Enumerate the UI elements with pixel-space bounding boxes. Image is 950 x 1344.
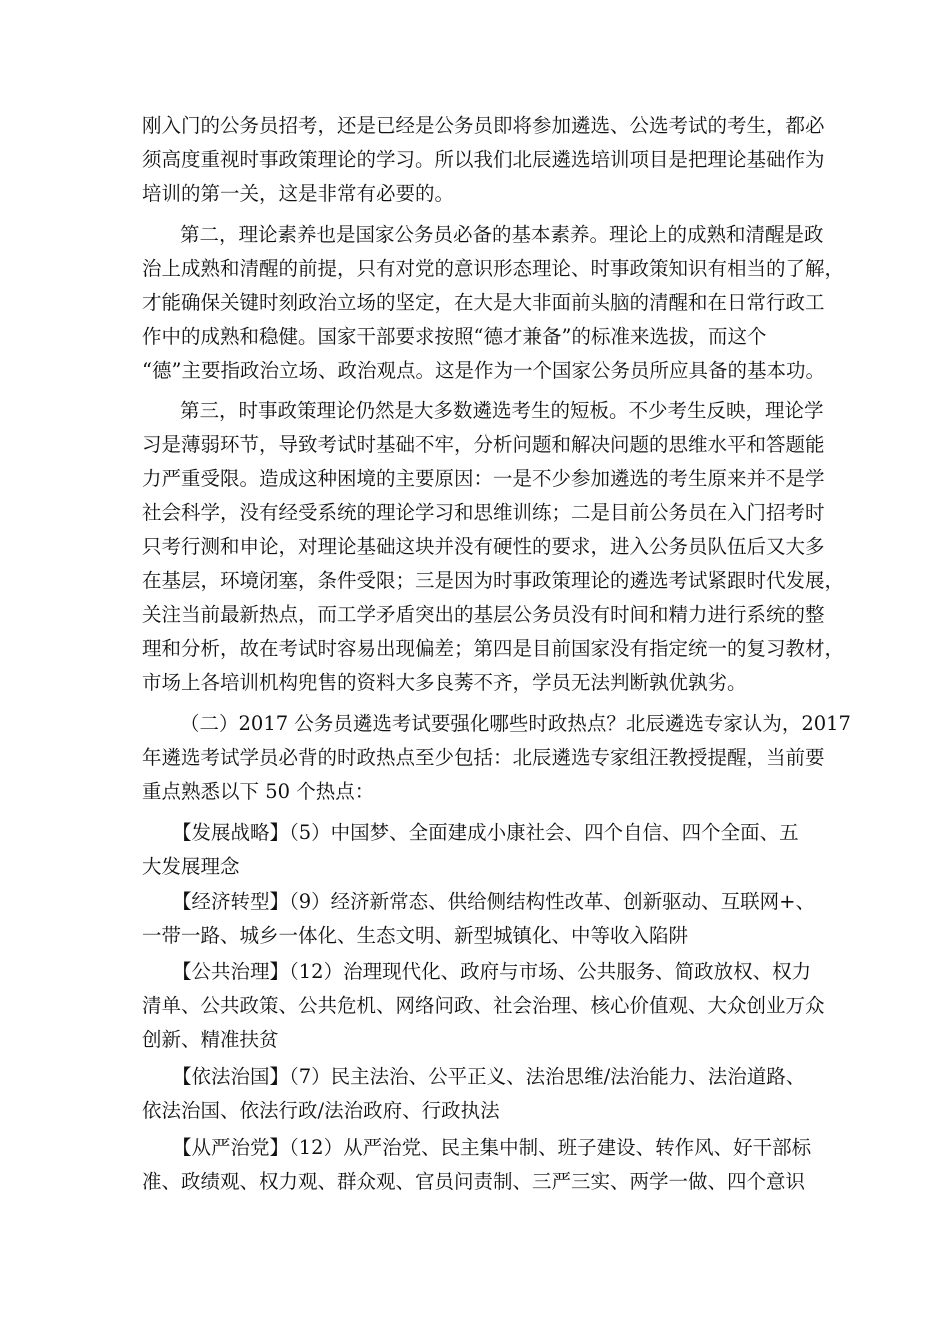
- text-line: 大发展理念: [142, 855, 240, 878]
- text-line: 依法治国、依法行政/法治政府、行政执法: [142, 1099, 500, 1122]
- text-line: 社会科学，没有经受系统的理论学习和思维训练；二是目前公务员在入门招考时: [142, 501, 825, 524]
- hotspot-heading-line: 【经济转型】（9）经济新常态、供给侧结构性改革、创新驱动、互联网+、: [172, 890, 815, 913]
- text-line: 才能确保关键时刻政治立场的坚定，在大是大非面前头脑的清醒和在日常行政工: [142, 291, 825, 314]
- text-line: 准、政绩观、权力观、群众观、官员问责制、三严三实、两学一做、四个意识: [142, 1170, 806, 1193]
- text-line: 市场上各培训机构兜售的资料大多良莠不齐，学员无法判断孰优孰劣。: [142, 671, 747, 694]
- paragraph-first-line: 第二，理论素养也是国家公务员必备的基本素养。理论上的成熟和清醒是政: [180, 223, 824, 246]
- text-line: 须高度重视时事政策理论的学习。所以我们北辰遴选培训项目是把理论基础作为: [142, 148, 825, 171]
- hotspot-heading-line: 【公共治理】（12）治理现代化、政府与市场、公共服务、简政放权、权力: [172, 960, 812, 983]
- text-line: 力严重受限。造成这种困境的主要原因：一是不少参加遴选的考生原来并不是学: [142, 467, 825, 490]
- text-line: “德”主要指政治立场、政治观点。这是作为一个国家公务员所应具备的基本功。: [142, 359, 825, 382]
- text-line: 只考行测和申论，对理论基础这块并没有硬性的要求，进入公务员队伍后又大多: [142, 535, 825, 558]
- text-line: 治上成熟和清醒的前提，只有对党的意识形态理论、时事政策知识有相当的了解，: [142, 257, 845, 280]
- hotspot-heading-line: 【依法治国】（7）民主法治、公平正义、法治思维/法治能力、法治道路、: [172, 1065, 806, 1088]
- text-line: 在基层，环境闭塞，条件受限；三是因为时事政策理论的遴选考试紧跟时代发展，: [142, 569, 845, 592]
- paragraph-first-line: 第三，时事政策理论仍然是大多数遴选考生的短板。不少考生反映，理论学: [180, 399, 824, 422]
- text-line: 重点熟悉以下 50 个热点：: [142, 780, 375, 803]
- text-line: 年遴选考试学员必背的时政热点至少包括：北辰遴选专家组汪教授提醒，当前要: [142, 746, 825, 769]
- text-line: 关注当前最新热点，而工学矛盾突出的基层公务员没有时间和精力进行系统的整: [142, 603, 825, 626]
- text-line: 理和分析，故在考试时容易出现偏差；第四是目前国家没有指定统一的复习教材，: [142, 637, 845, 660]
- hotspot-heading-line: 【发展战略】（5）中国梦、全面建成小康社会、四个自信、四个全面、五: [172, 821, 799, 844]
- text-line: 清单、公共政策、公共危机、网络问政、社会治理、核心价值观、大众创业万众: [142, 994, 825, 1017]
- hotspot-heading-line: 【从严治党】（12）从严治党、民主集中制、班子建设、转作风、好干部标: [172, 1136, 812, 1159]
- paragraph-first-line: （二）2017 公务员遴选考试要强化哪些时政热点？北辰遴选专家认为，2017: [180, 712, 851, 735]
- text-line: 习是薄弱环节，导致考试时基础不牢，分析问题和解决问题的思维水平和答题能: [142, 433, 825, 456]
- text-line: 创新、精准扶贫: [142, 1028, 279, 1051]
- text-line: 培训的第一关，这是非常有必要的。: [142, 182, 455, 205]
- text-line: 一带一路、城乡一体化、生态文明、新型城镇化、中等收入陷阱: [142, 924, 689, 947]
- text-line: 刚入门的公务员招考，还是已经是公务员即将参加遴选、公选考试的考生，都必: [142, 114, 825, 137]
- text-line: 作中的成熟和稳健。国家干部要求按照“德才兼备”的标准来选拔，而这个: [142, 325, 767, 348]
